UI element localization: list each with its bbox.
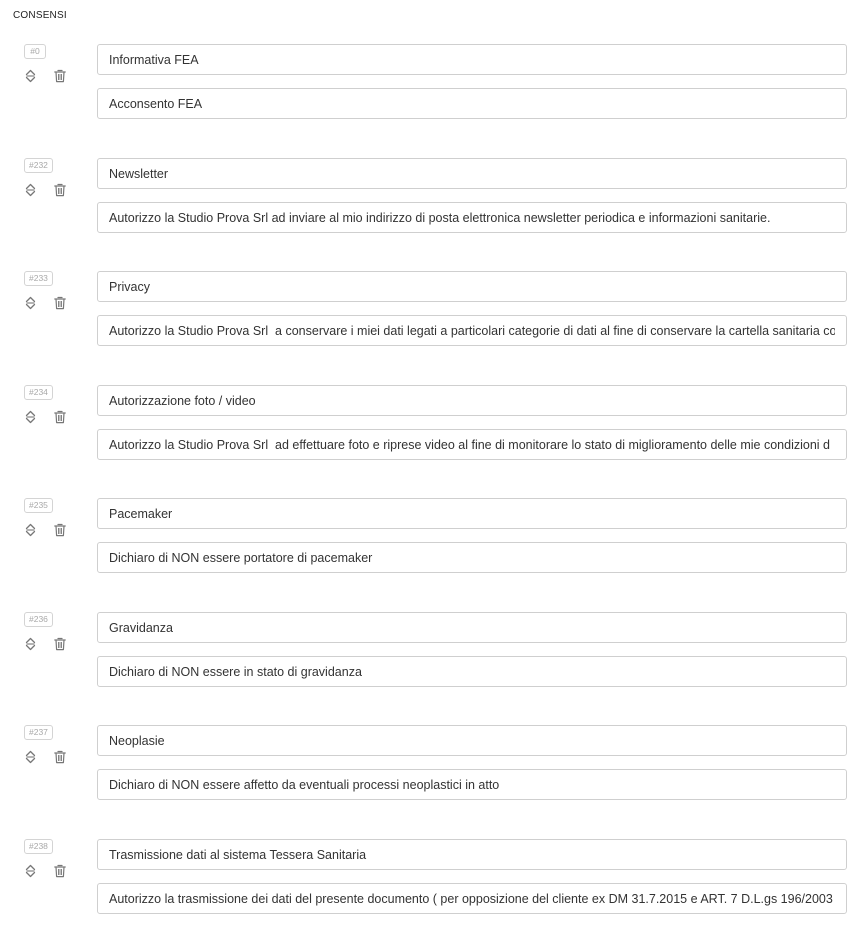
sort-updown-icon[interactable] — [23, 409, 37, 425]
sort-updown-icon[interactable] — [23, 182, 37, 198]
consent-item — [0, 271, 867, 361]
trash-icon[interactable] — [53, 522, 67, 538]
trash-icon[interactable] — [53, 636, 67, 652]
consent-item — [0, 725, 867, 815]
consent-description-input[interactable] — [97, 883, 847, 914]
consent-id-badge: #233 — [24, 271, 53, 286]
consent-title-input[interactable] — [97, 158, 847, 189]
consent-id-badge: #232 — [24, 158, 53, 173]
consent-title-input[interactable] — [97, 725, 847, 756]
consent-description-input[interactable] — [97, 88, 847, 119]
sort-updown-icon[interactable] — [23, 863, 37, 879]
consent-item — [0, 44, 867, 134]
consent-description-input[interactable] — [97, 429, 847, 460]
sort-updown-icon[interactable] — [23, 295, 37, 311]
consent-item — [0, 612, 867, 702]
consent-title-input[interactable] — [97, 271, 847, 302]
consent-id-badge: #236 — [24, 612, 53, 627]
trash-icon[interactable] — [53, 749, 67, 765]
sort-updown-icon[interactable] — [23, 522, 37, 538]
consent-id-badge: #237 — [24, 725, 53, 740]
trash-icon[interactable] — [53, 409, 67, 425]
trash-icon[interactable] — [53, 68, 67, 84]
consent-id-badge: #234 — [24, 385, 53, 400]
consent-title-input[interactable] — [97, 498, 847, 529]
consent-description-input[interactable] — [97, 315, 847, 346]
consent-item — [0, 498, 867, 588]
consent-description-input[interactable] — [97, 769, 847, 800]
consent-item — [0, 158, 867, 248]
sort-updown-icon[interactable] — [23, 636, 37, 652]
consent-item — [0, 839, 867, 929]
sort-updown-icon[interactable] — [23, 749, 37, 765]
consent-id-badge: #235 — [24, 498, 53, 513]
trash-icon[interactable] — [53, 863, 67, 879]
consent-id-badge: #0 — [24, 44, 46, 59]
consent-description-input[interactable] — [97, 656, 847, 687]
trash-icon[interactable] — [53, 295, 67, 311]
sort-updown-icon[interactable] — [23, 68, 37, 84]
section-title: CONSENSI — [13, 10, 67, 21]
consent-id-badge: #238 — [24, 839, 53, 854]
consent-title-input[interactable] — [97, 44, 847, 75]
consent-description-input[interactable] — [97, 542, 847, 573]
consent-description-input[interactable] — [97, 202, 847, 233]
consent-item — [0, 385, 867, 475]
consent-title-input[interactable] — [97, 839, 847, 870]
consent-title-input[interactable] — [97, 385, 847, 416]
trash-icon[interactable] — [53, 182, 67, 198]
consent-title-input[interactable] — [97, 612, 847, 643]
